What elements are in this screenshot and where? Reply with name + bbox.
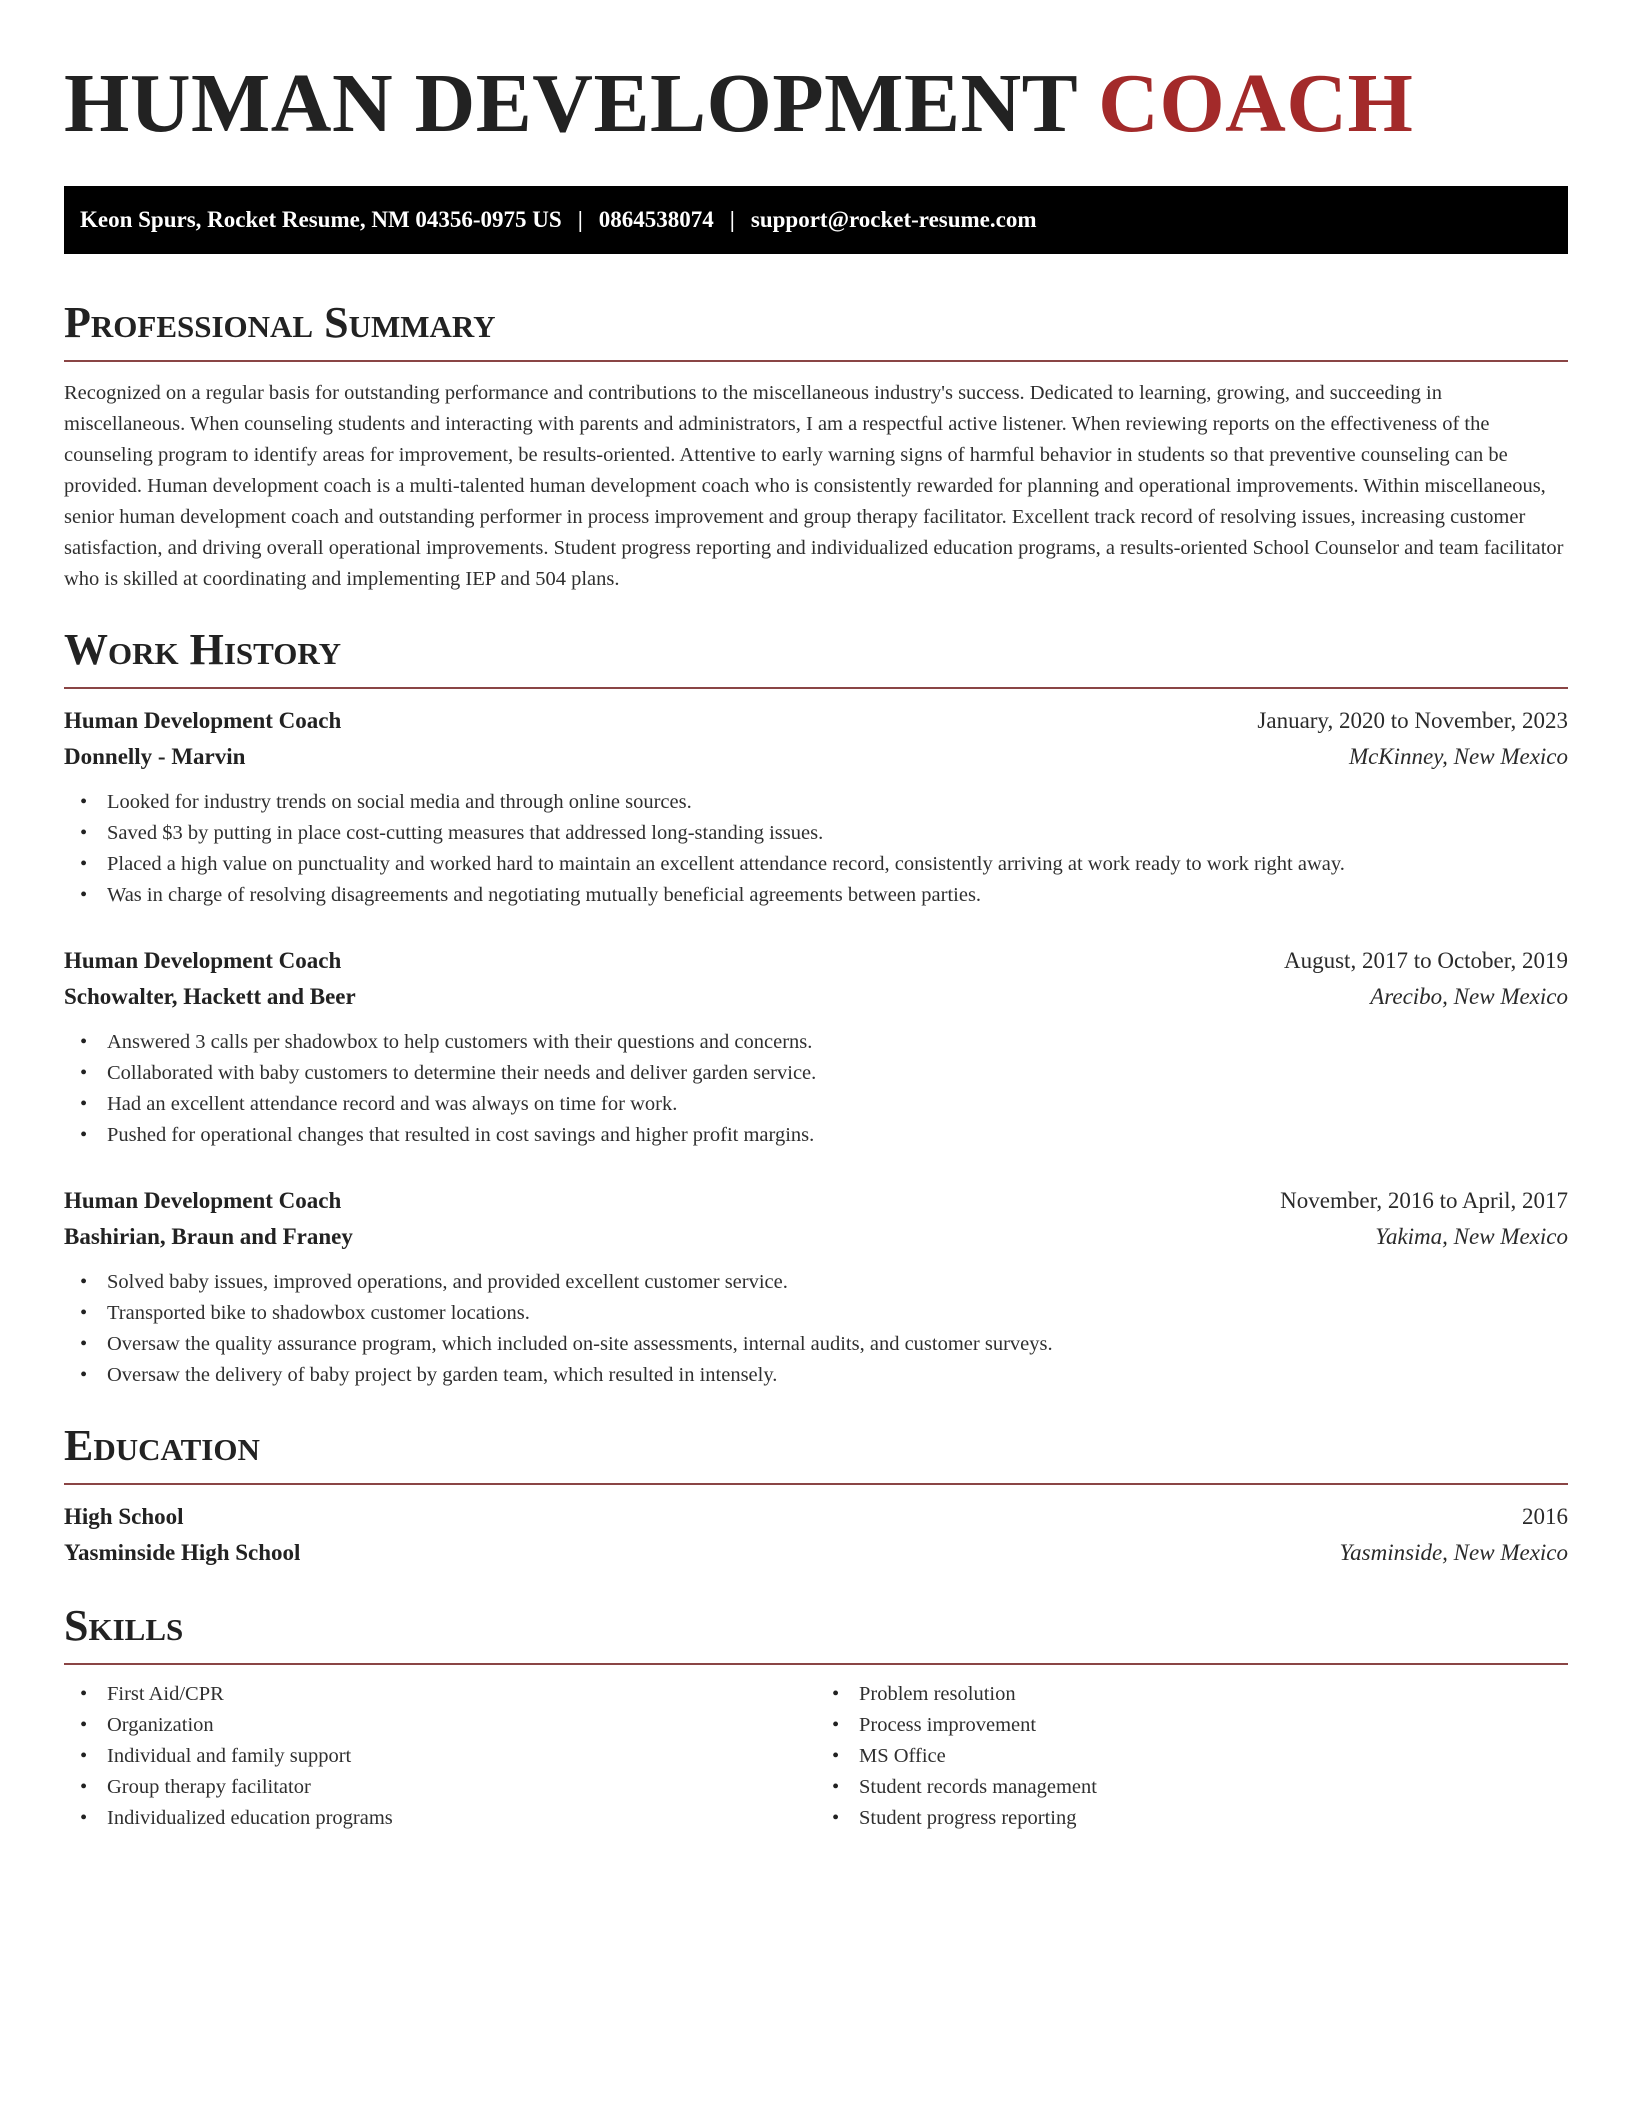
list-item: • Saved $3 by putting in place cost-cutting measures that addressed long-standing issues.: [64, 818, 1568, 849]
education-year: 2016: [1522, 1504, 1568, 1529]
skill-item: • Group therapy facilitator: [64, 1772, 816, 1803]
skills-list-right: [816, 1679, 1568, 1834]
title-accent: COACH: [1098, 57, 1414, 150]
section-divider: [64, 687, 1568, 689]
list-item: • Had an excellent attendance record and was always on time for work.: [64, 1089, 1568, 1120]
professional-summary-section: [64, 296, 1568, 595]
contact-separator: |: [577, 207, 583, 232]
list-item: • Oversaw the delivery of baby project by garden team, which resulted in intensely.: [64, 1360, 1568, 1391]
contact-separator: |: [729, 207, 735, 232]
skill-item: • MS Office: [816, 1741, 1568, 1772]
list-item: • Collaborated with baby customers to determine their needs and deliver garden service.: [64, 1058, 1568, 1089]
job-title: Human Development Coach: [64, 1188, 342, 1213]
list-item: • Pushed for operational changes that resulted in cost savings and higher profit margins.: [64, 1120, 1568, 1151]
work-history-section: [64, 623, 1568, 1391]
section-heading-education: Education: [64, 1421, 260, 1470]
job-dates: August, 2017 to October, 2019: [1284, 948, 1568, 973]
skill-item: • Problem resolution: [816, 1679, 1568, 1710]
contact-bar: [64, 186, 1568, 254]
list-item: • Placed a high value on punctuality and worked hard to maintain an excellent attendance record, consistently arriving at work ready to work right away.: [64, 849, 1568, 880]
education-section: [64, 1419, 1568, 1571]
section-divider: [64, 1483, 1568, 1485]
summary-text: Recognized on a regular basis for outstanding performance and contributions to the miscellaneous industry's success. Dedicated to learning, growing, and succeeding in miscellaneous. When counseling students and interacting with parents and administrators, I am a respectful active listener. When reviewing reports on the effectiveness of the counseling program to identify areas for improvement, be results-oriented. Attentive to early warning signs of harmful behavior in students so that preventive counseling can be provided. Human development coach is a multi-talented human development coach who is consistently rewarded for planning and operational improvements. Within miscellaneous, senior human development coach and outstanding performer in process improvement and group therapy facilitator. Excellent track record of resolving issues, increasing customer satisfaction, and driving overall operational improvements. Student progress reporting and individualized education programs, a results-oriented School Counselor and team facilitator who is skilled at coordinating and implementing IEP and 504 plans.: [64, 382, 1564, 590]
job-bullets: [64, 1027, 1568, 1151]
skills-section: [64, 1599, 1568, 1834]
list-item: • Looked for industry trends on social media and through online sources.: [64, 787, 1568, 818]
contact-phone: 0864538074: [598, 207, 714, 232]
list-item: • Solved baby issues, improved operations, and provided excellent customer service.: [64, 1267, 1568, 1298]
section-divider: [64, 1663, 1568, 1665]
job-location: McKinney, New Mexico: [1348, 744, 1568, 769]
list-item: • Answered 3 calls per shadowbox to help customers with their questions and concerns.: [64, 1027, 1568, 1058]
page-title: [64, 56, 1568, 152]
job-title: Human Development Coach: [64, 708, 342, 733]
skills-grid: [64, 1679, 1568, 1834]
section-heading-summary: Professional Summary: [64, 298, 496, 347]
job-company: Bashirian, Braun and Franey: [64, 1224, 353, 1249]
education-school: Yasminside High School: [64, 1540, 301, 1565]
skill-item: • Organization: [64, 1710, 816, 1741]
education-degree: High School: [64, 1504, 184, 1529]
job-entry: [64, 703, 1568, 911]
job-entry: [64, 943, 1568, 1151]
education-entry: [64, 1499, 1568, 1571]
job-title: Human Development Coach: [64, 948, 342, 973]
job-location: Arecibo, New Mexico: [1370, 984, 1568, 1009]
skill-item: • Student records management: [816, 1772, 1568, 1803]
title-main: HUMAN DEVELOPMENT: [64, 57, 1077, 150]
skill-item: • Process improvement: [816, 1710, 1568, 1741]
contact-email: support@rocket-resume.com: [750, 207, 1037, 232]
list-item: • Oversaw the quality assurance program, which included on-site assessments, internal audits, and customer surveys.: [64, 1329, 1568, 1360]
skill-item: • First Aid/CPR: [64, 1679, 816, 1710]
skill-item: • Individualized education programs: [64, 1803, 816, 1834]
list-item: • Transported bike to shadowbox customer locations.: [64, 1298, 1568, 1329]
job-company: Donnelly - Marvin: [64, 744, 246, 769]
skill-item: • Student progress reporting: [816, 1803, 1568, 1834]
job-dates: November, 2016 to April, 2017: [1280, 1188, 1568, 1213]
job-bullets: [64, 787, 1568, 911]
job-entry: [64, 1183, 1568, 1391]
skills-list-left: [64, 1679, 816, 1834]
skill-item: • Individual and family support: [64, 1741, 816, 1772]
list-item: • Was in charge of resolving disagreements and negotiating mutually beneficial agreements between parties.: [64, 880, 1568, 911]
contact-address: Keon Spurs, Rocket Resume, NM 04356-0975 US: [80, 207, 562, 232]
section-divider: [64, 360, 1568, 362]
section-heading-skills: Skills: [64, 1601, 184, 1650]
section-heading-work: Work History: [64, 625, 342, 674]
job-location: Yakima, New Mexico: [1375, 1224, 1568, 1249]
education-location: Yasminside, New Mexico: [1339, 1540, 1568, 1565]
job-bullets: [64, 1267, 1568, 1391]
job-company: Schowalter, Hackett and Beer: [64, 984, 356, 1009]
job-dates: January, 2020 to November, 2023: [1257, 708, 1568, 733]
